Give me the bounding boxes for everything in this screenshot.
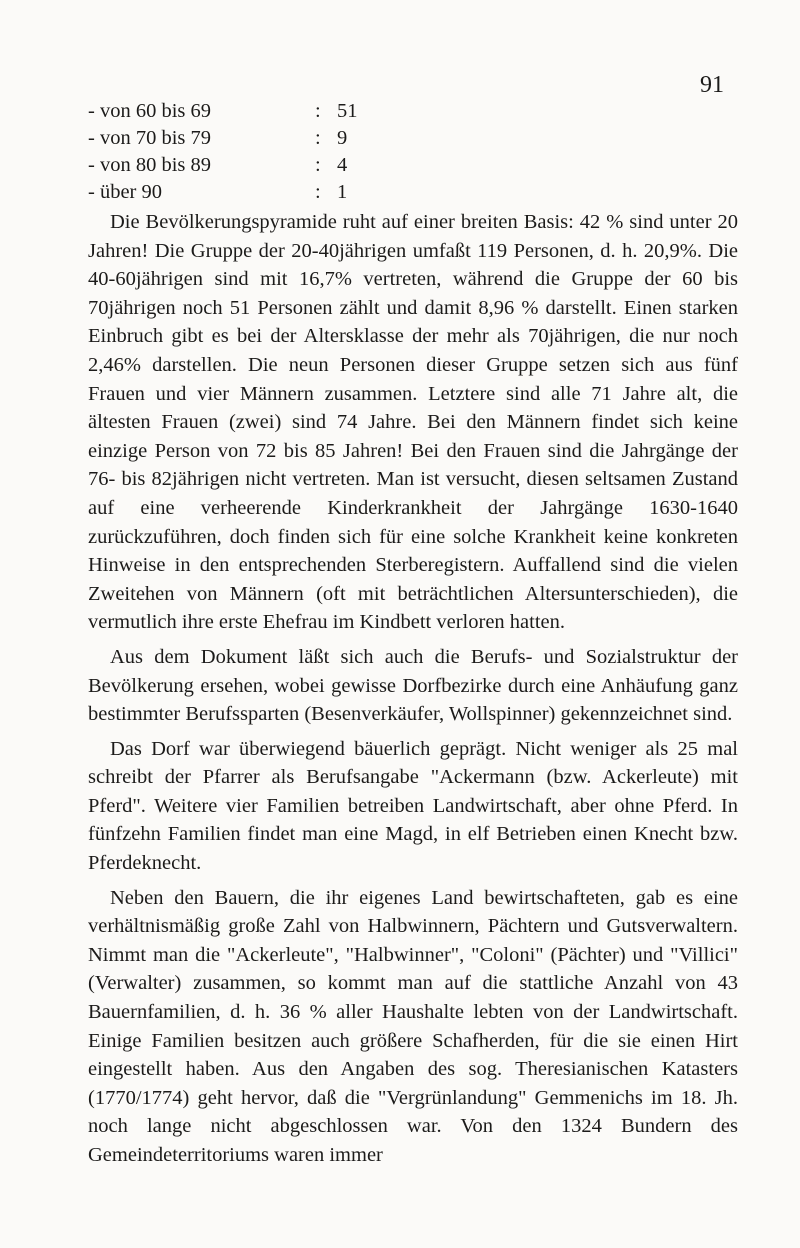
age-group-row	[88, 152, 377, 179]
page-number: 91	[700, 72, 724, 98]
age-group-count: 9	[337, 127, 348, 149]
paragraph-farm-families: Neben den Bauern, die ihr eigenes Land bewirtschafteten, gab es eine verhältnismäßig große Zahl von Halbwinnern, Pächtern und Gutsverwaltern. Nimmt man die "Ackerleute", "Halbwinner", "Coloni" (Pächter) und "Villici" (Verwalter) zusammen, so kommt man auf die stattliche Anzahl von 43 Bauernfamilien, d. h. 36 % aller Haushalte lebten von der Landwirtschaft. Einige Familien besitzen auch größere Schafherden, für die sie einen Hirt eingestellt haben. Aus den Angaben des sog. Theresianischen Katasters (1770/1774) geht hervor, daß die "Vergrünlandung" Gemmenichs im 18. Jh. noch lange nicht abgeschlossen war. Von den 1324 Bundern des Gemeindeterritoriums waren immer	[88, 886, 738, 1166]
age-group-label: - über 90	[88, 181, 163, 203]
age-group-list	[88, 98, 377, 206]
age-group-label: - von 80 bis 89	[88, 154, 211, 176]
age-group-separator: :	[315, 181, 321, 203]
age-group-count: 51	[337, 100, 358, 122]
age-group-separator: :	[315, 100, 321, 122]
age-group-count: 1	[337, 181, 348, 203]
age-group-row	[88, 98, 377, 125]
age-group-label: - von 70 bis 79	[88, 127, 211, 149]
body-text	[88, 208, 738, 1176]
age-group-separator: :	[315, 127, 321, 149]
age-group-separator: :	[315, 154, 321, 176]
age-group-row	[88, 179, 377, 206]
paragraph-occupational-structure: Aus dem Dokument läßt sich auch die Berufs- und Sozialstruktur der Bevölkerung ersehen, wobei gewisse Dorfbezirke durch eine Anhäufung ganz bestimmter Berufssparten (Besenverkäufer, Wollspinner) gekennzeichnet sind.	[88, 645, 738, 726]
paragraph-population-pyramid: Die Bevölkerungspyramide ruht auf einer breiten Basis: 42 % sind unter 20 Jahren! Die Gruppe der 20-40jährigen umfaßt 119 Personen, d. h. 20,9%. Die 40-60jährigen sind mit 16,7% vertreten, während die Gruppe der 60 bis 70jährigen noch 51 Personen zählt und damit 8,96 % darstellt. Einen starken Einbruch gibt es bei der Altersklasse der mehr als 70jährigen, die nur noch 2,46% darstellen. Die neun Personen dieser Gruppe setzen sich aus fünf Frauen und vier Männern zusammen. Letztere sind alle 71 Jahre alt, die ältesten Frauen (zwei) sind 74 Jahre. Bei den Männern findet sich keine einzige Person von 72 bis 85 Jahren! Bei den Frauen sind die Jahrgänge der 76- bis 82jährigen nicht vertreten. Man ist versucht, diesen seltsamen Zustand auf eine verheerende Kinderkrankheit der Jahrgänge 1630-1640 zurückzuführen, doch finden sich für eine solche Krankheit keine konkreten Hinweise in den entsprechenden Sterberegistern. Auffallend sind die vielen Zweitehen von Männern (oft mit beträchtlichen Altersunterschieden), die vermutlich ihre erste Ehefrau im Kindbett verloren hatten.	[88, 211, 738, 634]
age-group-label: - von 60 bis 69	[88, 100, 211, 122]
age-group-count: 4	[337, 154, 348, 176]
paragraph-agriculture: Das Dorf war überwiegend bäuerlich geprägt. Nicht weniger als 25 mal schreibt der Pfarrer als Berufsangabe "Ackermann (bzw. Ackerleute) mit Pferd". Weitere vier Familien betreiben Landwirtschaft, aber ohne Pferd. In fünfzehn Familien findet man eine Magd, in elf Betrieben einen Knecht bzw. Pferdeknecht.	[88, 737, 738, 875]
age-group-row	[88, 125, 377, 152]
